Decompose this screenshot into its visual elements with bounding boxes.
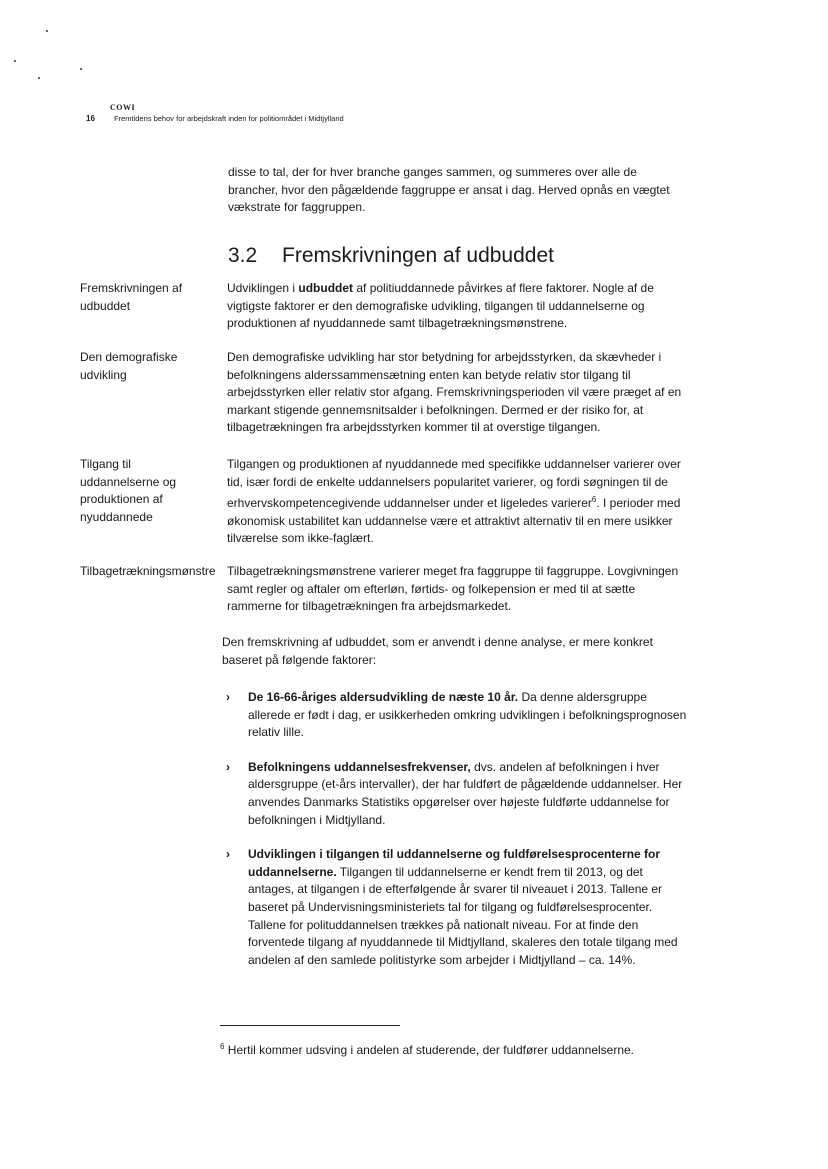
list-item — [226, 846, 688, 969]
bold-term: De 16-66-åriges aldersudvikling de næste 10 år. — [248, 690, 519, 704]
running-title: Fremtidens behov for arbejdskraft inden for politiområdet i Midtjylland — [114, 114, 344, 123]
intro-paragraph-container — [228, 164, 690, 217]
page-number: 16 — [86, 114, 95, 123]
chevron-right-icon: › — [226, 847, 230, 862]
block-text — [227, 456, 689, 548]
intro-paragraph: disse to tal, der for hver branche ganges sammen, og summeres over alle de brancher, hvor den pågældende faggruppe er ansat i dag. Herved opnås en vægtet vækstrate for faggruppen. — [228, 165, 670, 215]
list-item — [226, 759, 688, 829]
footnote-text: Hertil kommer udsving i andelen af studerende, der fuldfører uddannelserne. — [224, 1043, 635, 1057]
factor-list — [226, 689, 688, 986]
cowi-logo: COWI — [110, 103, 136, 112]
section-title: Fremskrivningen af udbuddet — [282, 244, 554, 267]
bold-term: Befolkningens uddannelsesfrekvenser, — [248, 759, 471, 774]
text-run: . I perioder med økonomisk ustabilitet kan uddannelse være et attraktivt alternativ til en mere usikker tilværelse som ikke-faglært. — [227, 496, 681, 546]
block-text — [227, 280, 689, 333]
footnote-reference: 6 — [591, 495, 597, 505]
side-heading: Tilbagetrækningsmønstre — [80, 564, 216, 578]
footnote — [220, 1039, 700, 1058]
text-run: af politiuddannede påvirkes af flere faktorer. Nogle af de vigtigste faktorer er den demografiske udvikling, tilgangen til uddannelserne og produktionen af nyuddannede samt tilbagetrækningsmønstrene. — [227, 281, 654, 331]
text-run: dvs. andelen af befolkningen i hver aldersgruppe (et-års intervaller), der har fuldført de pågældende uddannelser. Her anvendes Danmarks Statistiks opgørelser over højeste fuldførte uddannelse for befolkningen i Midtjylland. — [248, 759, 683, 827]
chevron-right-icon: › — [226, 690, 230, 704]
bold-term: Udviklingen i tilgangen til uddannelserne og fuldførelsesprocenterne for uddannelserne. — [248, 847, 661, 879]
text-run: Tilgangen og produktionen af nyuddannede med specifikke uddannelser varierer over tid, især fordi de enkelte uddannelsers popularitet varierer, og fordi søgningen til de erhvervskompetencegivende uddannelser under et ligeledes varierer — [227, 457, 681, 511]
block-text: Den demografiske udvikling har stor betydning for arbejdsstyrken, da skævheder i befolkningens alderssammensætning enten kan betyde relativ stor tilgang til arbejdsstyrken eller relativ stor afgang. Fremskrivningsperioden vil være præget af en markant stigende gennemsnitsalder i befolkningen. Dermed er der risiko for, at tilbagetrækningen fra arbejdsstyrken kommer til at overstige tilgangen. — [227, 350, 682, 435]
footnote-divider — [220, 1025, 400, 1026]
section-number: 3.2 — [228, 244, 258, 267]
text-run: Udviklingen i — [227, 281, 299, 295]
list-item — [226, 689, 688, 742]
bold-term: udbuddet — [298, 281, 354, 295]
section-heading — [228, 244, 708, 268]
chevron-right-icon: › — [226, 759, 230, 774]
side-heading: Tilgang til uddannelserne og produktionen af nyuddannede — [80, 457, 177, 524]
block-text: Tilbagetrækningsmønstrene varierer meget fra faggruppe til faggruppe. Lovgivningen samt regler og aftaler om efterløn, førtids- og folkepension er med til at sætte rammerne for tilbagetrækningen fra arbejdsmarkedet. — [227, 564, 679, 614]
lead-in-container — [222, 634, 688, 669]
side-heading: Den demografiske udvikling — [80, 350, 178, 382]
text-run: Da denne aldersgruppe allerede er født i dag, er usikkerheden omkring udviklingen i befolkningsprognosen relativ lille. — [248, 690, 687, 740]
text-run: Tilgangen til uddannelserne er kendt frem til 2013, og det antages, at tilgangen i de efterfølgende år svarer til niveauet i 2013. Tallene er baseret på Undervisningsministeriets tal for tilgang og fuldførelsesprocenter. Tallene for polituddannelsen trækkes på nationalt niveau. For at finde den forventede tilgang af nyuddannede til Midtjylland, skaleres den totale tilgang med andelen af den samlede politistyrke som arbejder i Midtjylland – ca. 14%. — [248, 864, 678, 967]
lead-in-paragraph: Den fremskrivning af udbuddet, som er anvendt i denne analyse, er mere konkret baseret på følgende faktorer: — [222, 635, 653, 667]
footnote-number: 6 — [220, 1042, 225, 1051]
side-heading: Fremskrivningen af udbuddet — [80, 281, 183, 313]
